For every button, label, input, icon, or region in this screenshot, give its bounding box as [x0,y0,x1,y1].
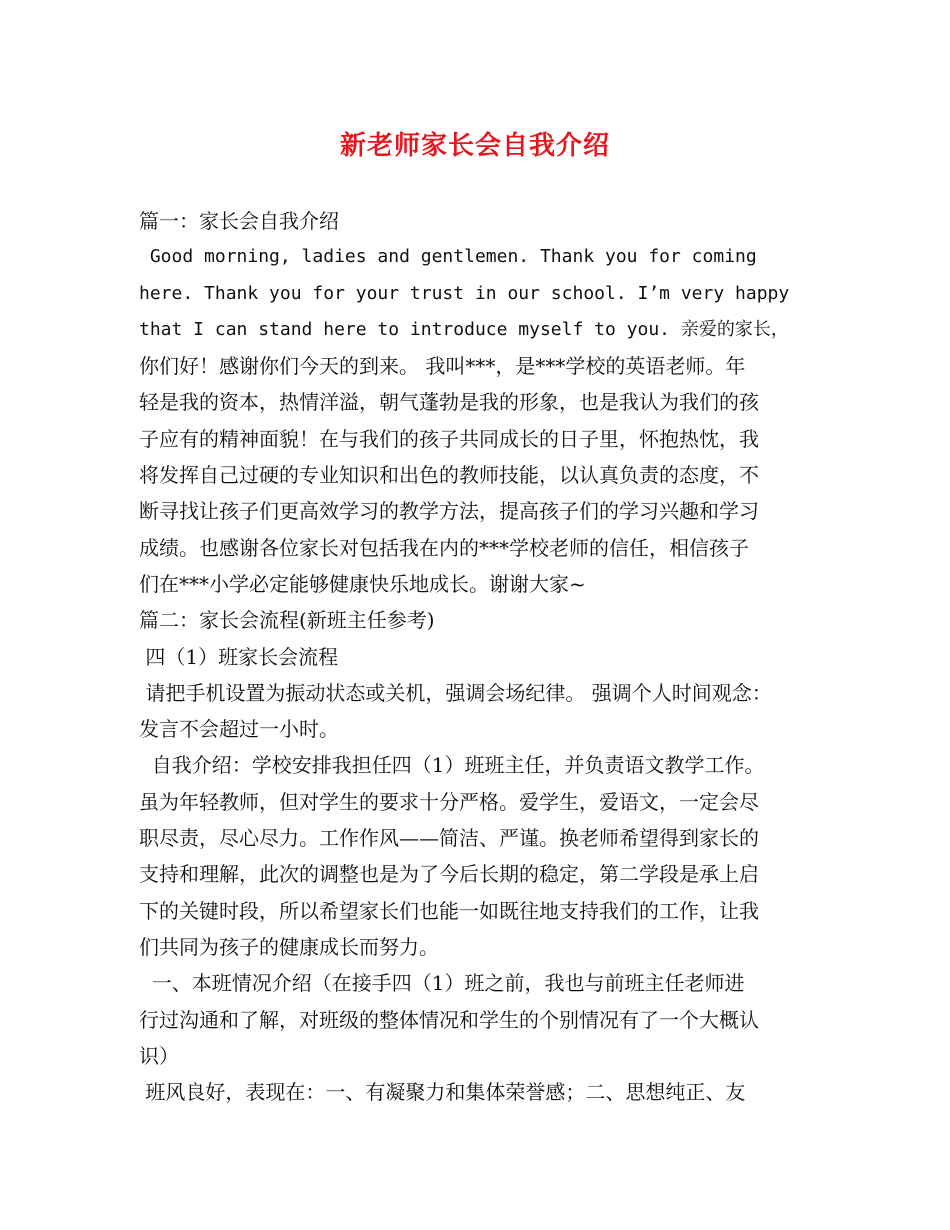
paragraph-line: here. Thank you for your trust in our school. I’m very happy [139,282,790,304]
paragraph-line: 支持和理解，此次的调整也是为了今后长期的稳定，第二学段是承上启 [139,862,759,887]
paragraph-line: 断寻找让孩子们更高效学习的教学方法，提高孩子们的学习兴趣和学习 [139,499,759,524]
paragraph-line: 你们好！感谢你们今天的到来。 我叫***，是***学校的英语老师。年 [139,354,746,379]
section-heading-2: 篇二：家长会流程(新班主任参考) [139,608,435,633]
paragraph-line: 一、本班情况介绍（在接手四（1）班之前，我也与前班主任老师进 [139,971,745,996]
paragraph-line: Good morning, ladies and gentlemen. Thank you for coming [139,246,757,268]
paragraph-line: 子应有的精神面貌！在与我们的孩子共同成长的日子里，怀抱热忱，我 [139,426,759,451]
paragraph-line: 识） [139,1043,179,1068]
document-title: 新老师家长会自我介绍 [339,131,610,161]
paragraph-line: 们在***小学必定能够健康快乐地成长。谢谢大家~ [139,571,586,596]
paragraph-line: 班风良好，表现在：一、有凝聚力和集体荣誉感；二、思想纯正、友 [139,1080,746,1105]
paragraph-line: 发言不会超过一小时。 [139,717,339,742]
paragraph-line: 职尽责，尽心尽力。工作作风——简洁、严谨。换老师希望得到家长的 [139,826,759,851]
paragraph-line: 成绩。也感谢各位家长对包括我在内的***学校老师的信任，相信孩子 [139,535,749,560]
paragraph-line: 自我介绍：学校安排我担任四（1）班班主任，并负责语文教学工作。 [139,753,765,778]
paragraph-line: 行过沟通和了解，对班级的整体情况和学生的个别情况有了一个大概认 [139,1007,759,1032]
paragraph-line: that I can stand here to introduce myself to you. 亲爱的家长， [139,318,789,340]
section-heading-1: 篇一：家长会自我介绍 [139,209,339,233]
document-body [139,203,815,1110]
paragraph-line: 下的关键时段，所以希望家长们也能一如既往地支持我们的工作，让我 [139,898,759,923]
paragraph-line: 们共同为孩子的健康成长而努力。 [139,934,439,959]
paragraph-line: 将发挥自己过硬的专业知识和出色的教师技能，以认真负责的态度，不 [139,463,759,488]
subheading: 四（1）班家长会流程 [139,644,339,669]
paragraph-line: 请把手机设置为振动状态或关机，强调会场纪律。 强调个人时间观念： [139,680,772,705]
paragraph-line: 轻是我的资本，热情洋溢，朝气蓬勃是我的形象，也是我认为我们的孩 [139,390,759,415]
paragraph-line: 虽为年轻教师，但对学生的要求十分严格。爱学生，爱语文，一定会尽 [139,789,759,814]
